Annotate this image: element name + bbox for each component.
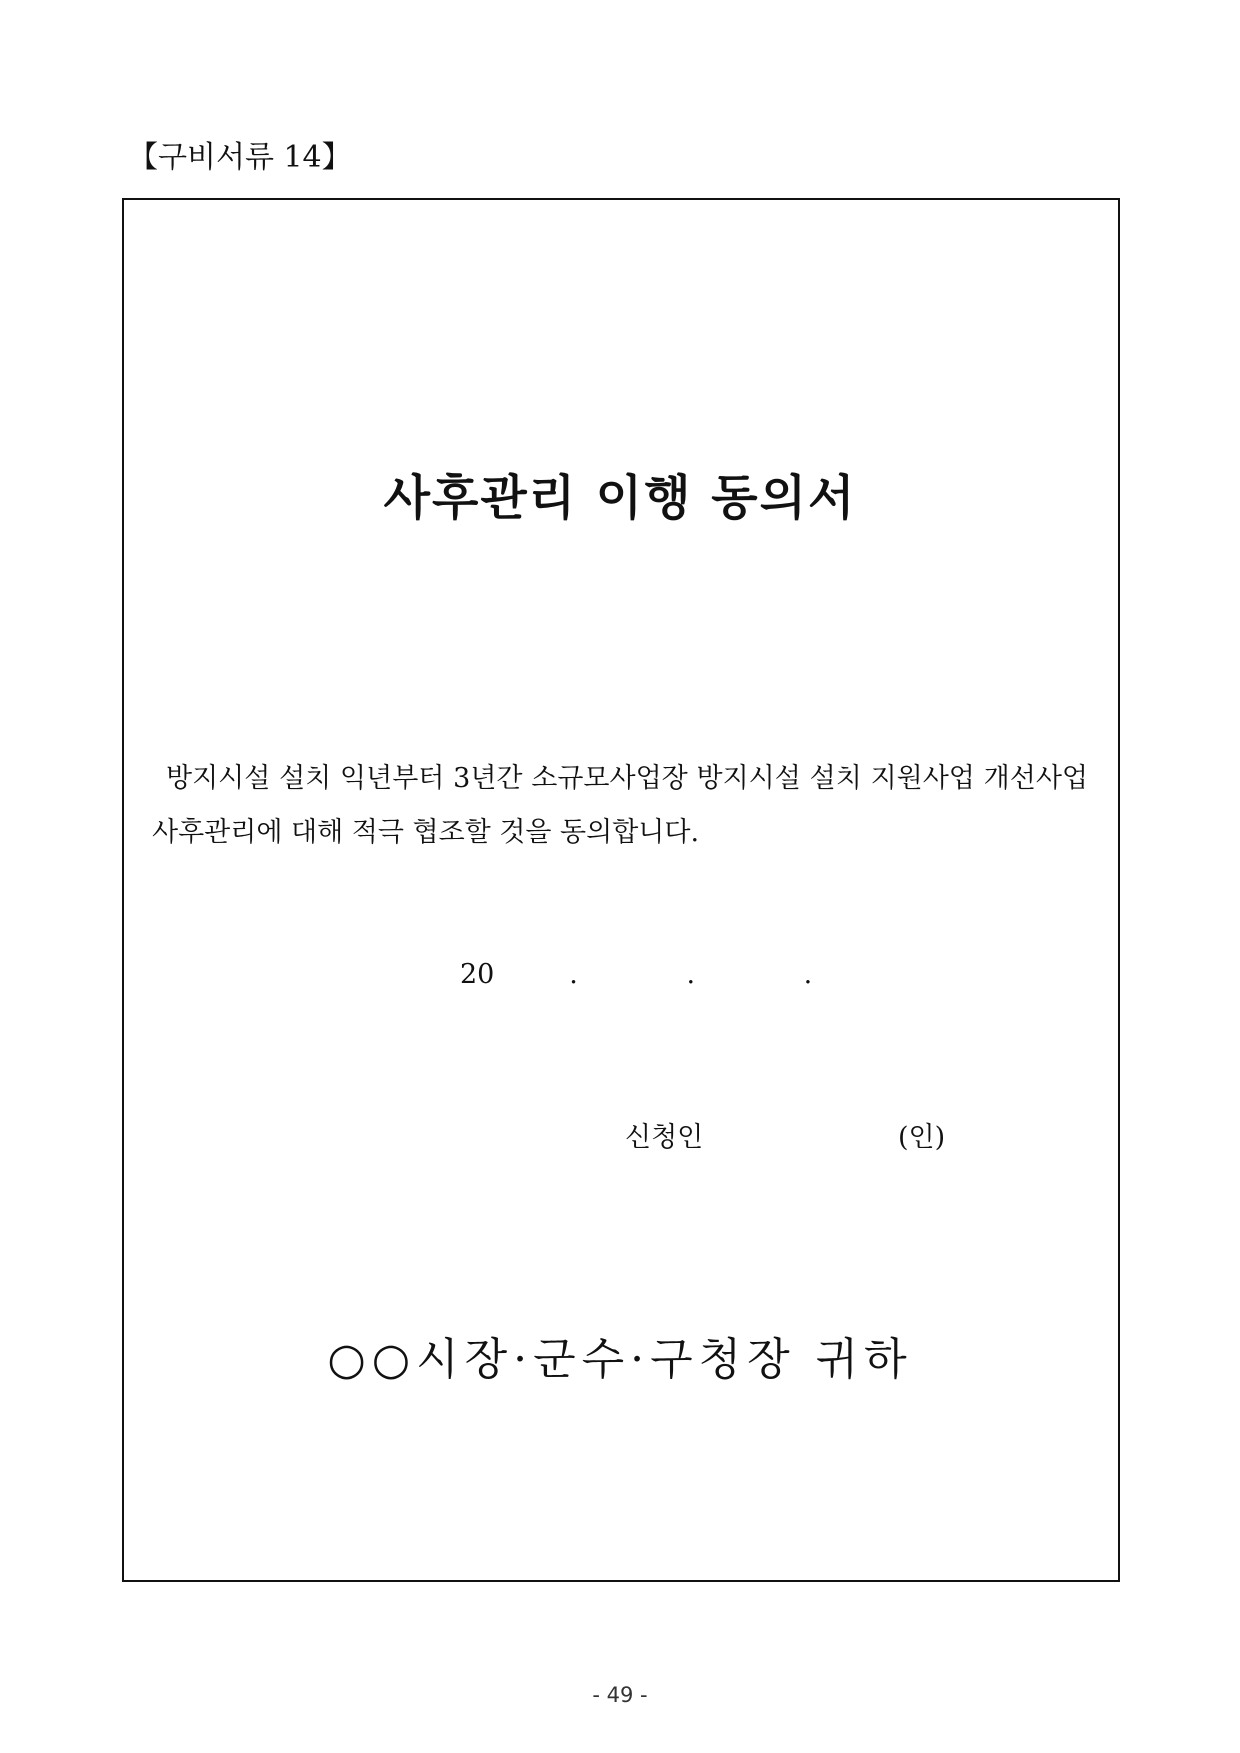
date-dot-day: .: [803, 959, 813, 990]
date-year: 20: [460, 959, 495, 990]
document-title: 사후관리 이행 동의서: [383, 470, 857, 526]
document-label: 【구비서류 14】: [128, 140, 352, 175]
date-dot-month: .: [686, 959, 696, 990]
addressee: ○○시장·군수·구청장 귀하: [327, 1334, 913, 1385]
date-line: [460, 955, 818, 995]
seal-label: (인): [898, 1122, 946, 1153]
page-number: - 49 -: [592, 1683, 648, 1707]
consent-text: 방지시설 설치 익년부터 3년간 소규모사업장 방지시설 설치 지원사업 개선사업 사후관리에 대해 적극 협조할 것을 동의합니다.: [152, 763, 1088, 848]
date-dot-year: .: [569, 959, 578, 990]
applicant-label: 신청인: [625, 1122, 704, 1153]
